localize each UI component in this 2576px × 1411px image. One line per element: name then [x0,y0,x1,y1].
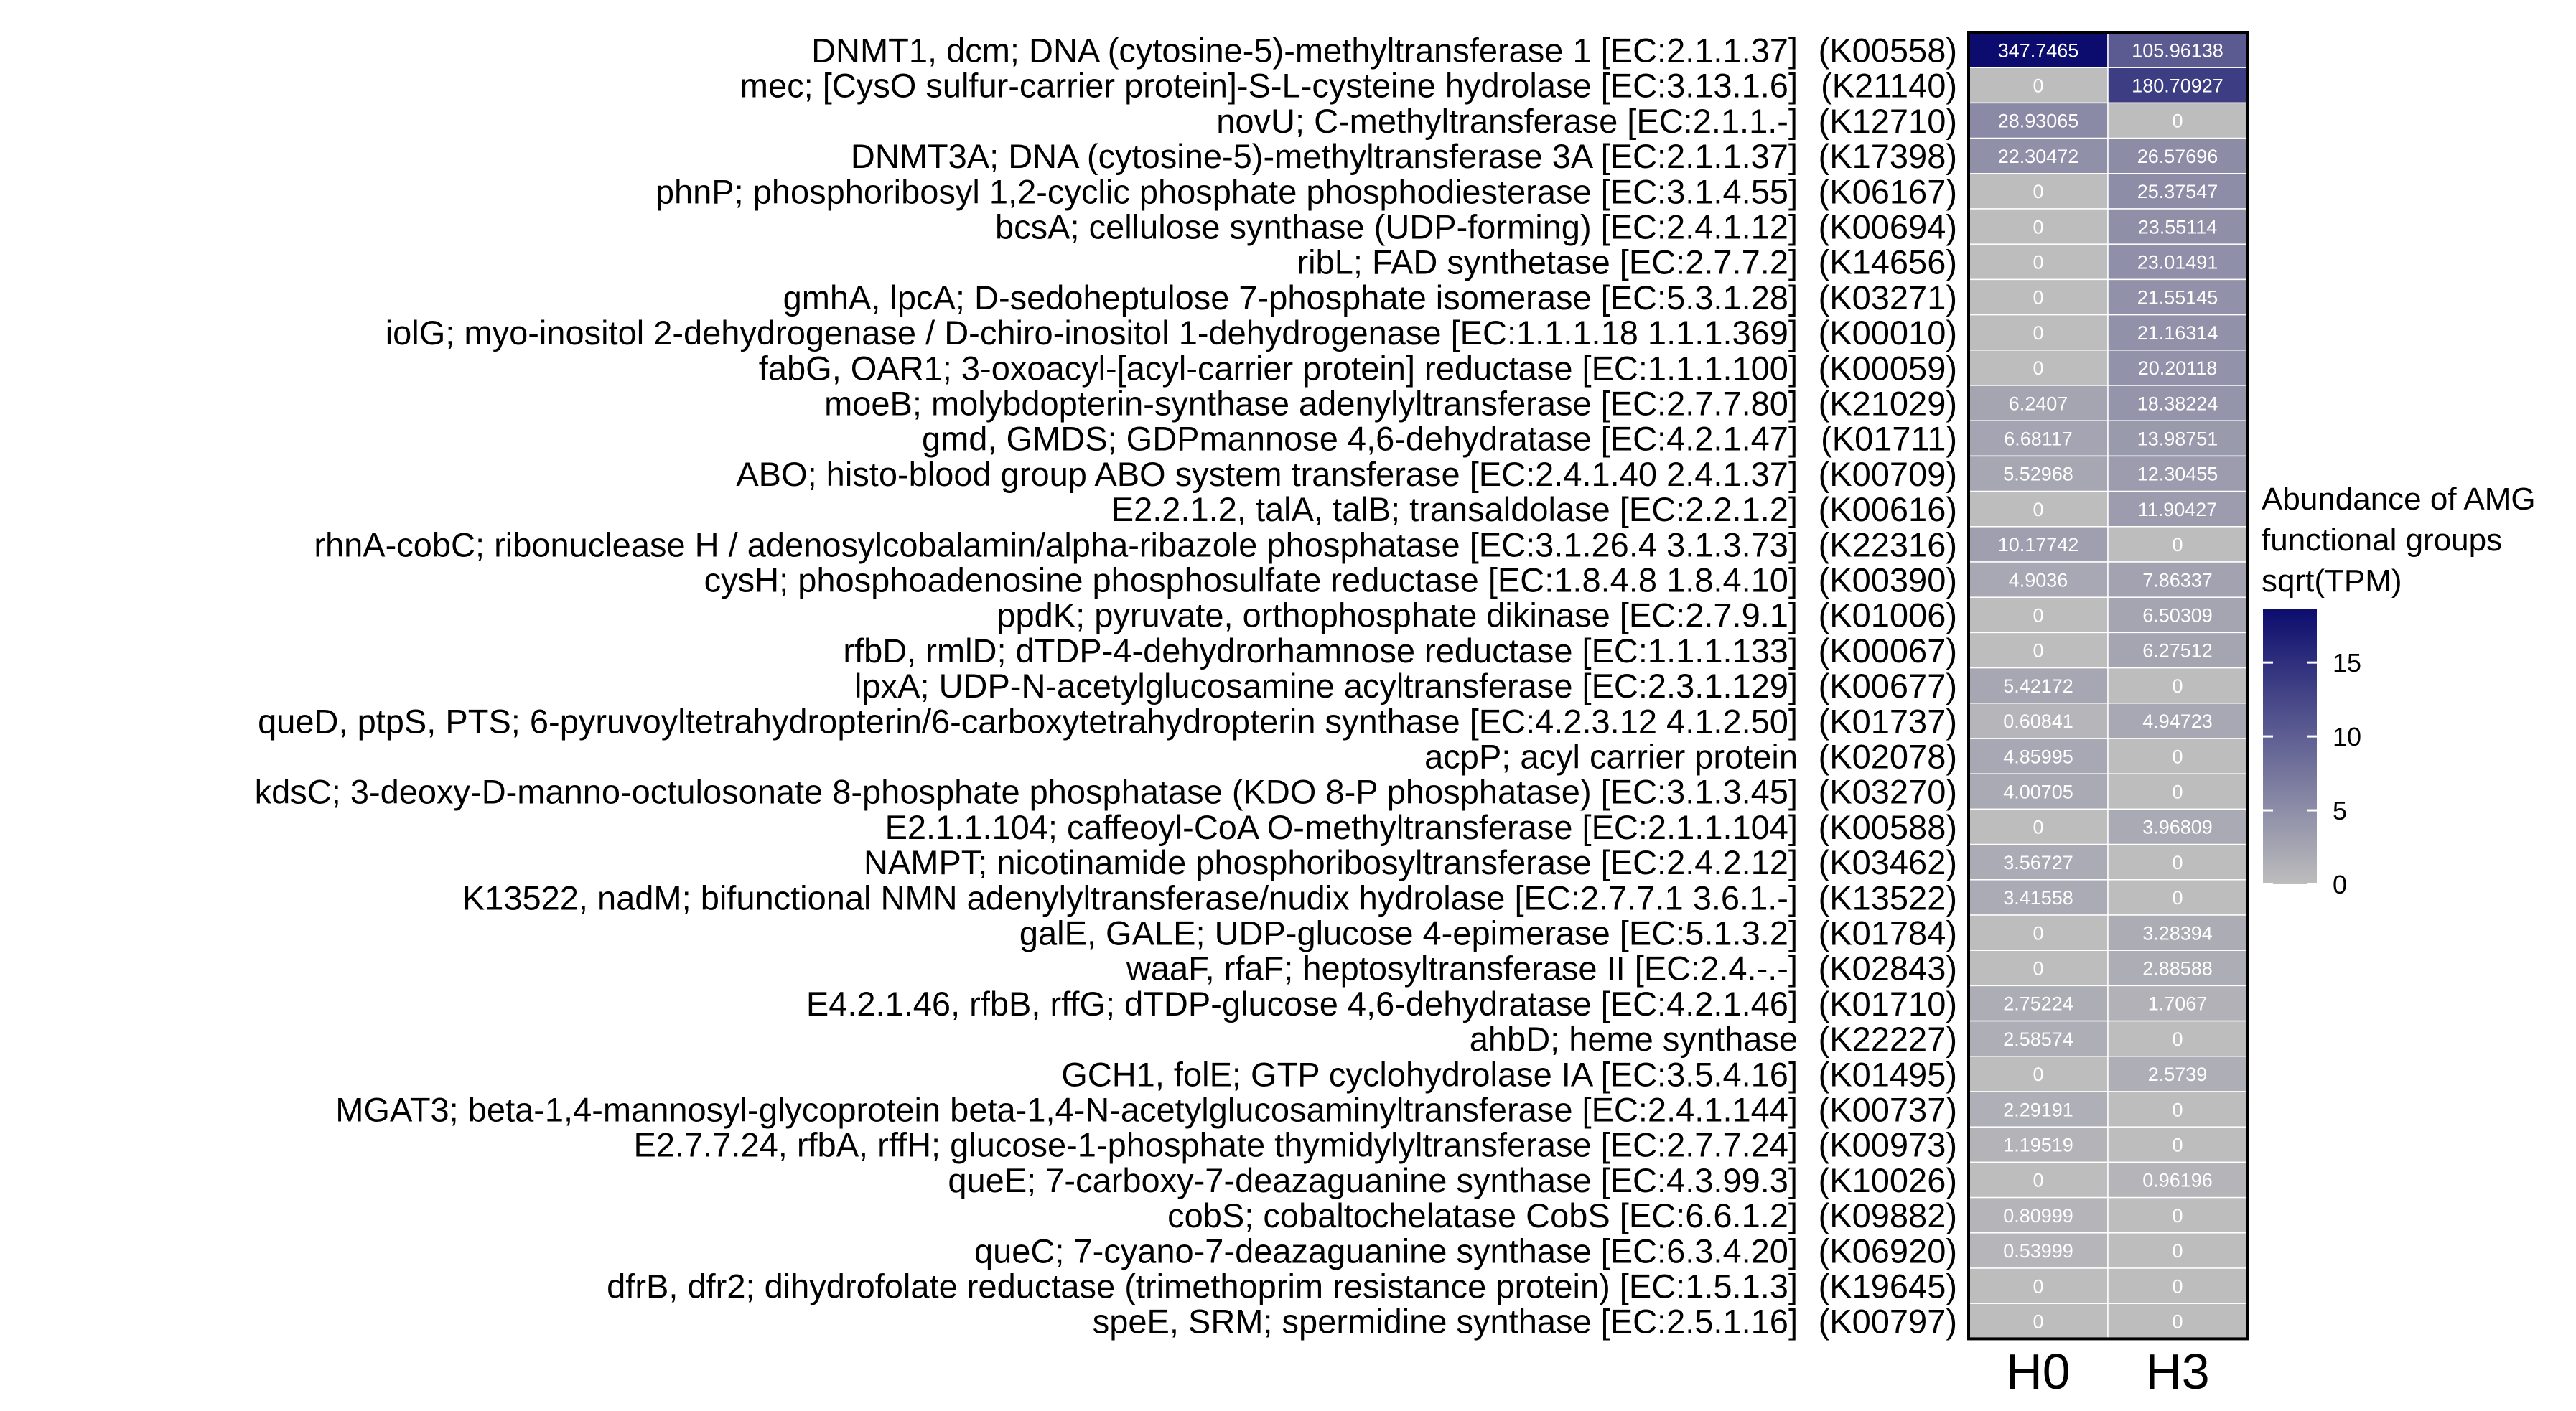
cell-value-label: 0 [2172,1240,2183,1262]
cell-value-label: 2.5739 [2147,1064,2208,1086]
cell-value-label: 0 [2033,181,2044,203]
cell-value-label: 0 [2033,251,2044,273]
cell-value-label: 0 [2172,110,2183,132]
row-label: cobS; cobaltochelatase CobS [EC:6.6.1.2] [1167,1196,1798,1235]
row-ko-id: (K01784) [1818,914,1957,952]
row-ko-id: (K00010) [1818,314,1957,352]
cell-value-label: 2.58574 [2003,1028,2073,1050]
cell-value-label: 0 [2033,216,2044,238]
cell-value-label: 0 [2033,957,2044,980]
row-ko-id: (K01710) [1818,984,1957,1023]
cell-value-label: 6.68117 [2004,428,2073,450]
row-ko-id: (K13522) [1818,878,1957,917]
cell-value-label: 4.00705 [2003,781,2073,803]
cell-value-label: 28.93065 [1997,110,2079,132]
cell-value-label: 180.70927 [2132,75,2223,97]
row-ko-id: (K03270) [1818,772,1957,811]
cell-value-label: 0 [2033,357,2044,380]
row-ko-id: (K14656) [1818,243,1957,281]
row-label: fabG, OAR1; 3-oxoacyl-[acyl-carrier protein] reductase [EC:1.1.1.100] [758,349,1798,388]
cell-value-label: 0 [2172,1099,2183,1121]
row-ko-id: (K00737) [1818,1090,1957,1129]
column-label: H0 [2006,1344,2071,1400]
cell-value-label: 26.57696 [2137,145,2218,167]
cell-value-label: 23.01491 [2137,251,2218,273]
row-ko-id: (K00973) [1818,1125,1957,1164]
row-label: gmd, GMDS; GDPmannose 4,6-dehydratase [EC:4.2.1.47] [922,419,1798,458]
cell-value-label: 0 [2172,1275,2183,1298]
heatmap-cells [1969,32,2247,1339]
cell-value-label: 12.30455 [2137,463,2218,485]
row-label: gmhA, lpcA; D-sedoheptulose 7-phosphate isomerase [EC:5.3.1.28] [783,278,1798,317]
cell-value-label: 11.90427 [2137,498,2218,520]
row-label: cysH; phosphoadenosine phosphosulfate reductase [EC:1.8.4.8 1.8.4.10] [704,561,1798,599]
row-ko-id: (K12710) [1818,101,1957,140]
row-label: moeB; molybdopterin-synthase adenylyltransferase [EC:2.7.7.80] [824,384,1798,423]
legend-title-line: functional groups [2262,522,2503,558]
row-ko-id: (K03462) [1818,843,1957,882]
row-label: K13522, nadM; bifunctional NMN adenylyltransferase/nudix hydrolase [EC:2.7.7.1 3.6.1.-] [462,878,1798,917]
row-label: NAMPT; nicotinamide phosphoribosyltransferase [EC:2.4.2.12] [864,843,1798,882]
cell-value-label: 3.28394 [2142,922,2213,944]
cell-value-label: 10.17742 [1997,534,2079,556]
row-label: queC; 7-cyano-7-deazaguanine synthase [EC:6.3.4.20] [974,1232,1798,1270]
row-label: queD, ptpS, PTS; 6-pyruvoyltetrahydropterin/6-carboxytetrahydropterin synthase [EC:4.2.3.12 4.1.2.50] [258,702,1798,741]
cell-value-label: 0 [2033,604,2044,627]
row-ko-id: (K00059) [1818,349,1957,388]
cell-value-label: 0 [2172,1311,2183,1333]
row-label: rhnA-cobC; ribonuclease H / adenosylcobalamin/alpha-ribazole phosphatase [EC:3.1.26.4 3.1.3.73] [314,525,1798,564]
cell-value-label: 3.96809 [2142,816,2213,838]
cell-value-label: 0 [2033,639,2044,662]
cell-value-label: 0 [2172,675,2183,697]
row-ko-id: (K22316) [1818,525,1957,564]
cell-value-label: 0 [2033,75,2044,97]
row-ko-id: (K02843) [1818,949,1957,988]
row-ko-id: (K22227) [1818,1020,1957,1059]
cell-value-label: 2.88588 [2142,957,2213,980]
cell-value-label: 25.37547 [2137,181,2218,203]
row-label: waaF, rfaF; heptosyltransferase II [EC:2.4.-.-] [1126,949,1798,988]
cell-value-label: 13.98751 [2137,428,2218,450]
cell-value-label: 0 [2033,816,2044,838]
column-label: H3 [2145,1344,2210,1400]
cell-value-label: 5.52968 [2003,463,2073,485]
row-ko-id: (K03271) [1818,278,1957,317]
row-label: queE; 7-carboxy-7-deazaguanine synthase [EC:4.3.99.3] [948,1161,1798,1199]
row-ko-id: (K19645) [1818,1267,1957,1305]
row-label: ahbD; heme synthase [1469,1020,1798,1059]
cell-value-label: 0 [2172,851,2183,873]
cell-value-label: 1.7067 [2147,993,2208,1015]
cell-value-label: 0 [2033,498,2044,520]
legend-tick-label: 5 [2333,796,2348,826]
cell-value-label: 0 [2172,534,2183,556]
cell-value-label: 0 [2033,1311,2044,1333]
row-label: speE, SRM; spermidine synthase [EC:2.5.1.16] [1092,1302,1798,1341]
cell-value-label: 0 [2172,887,2183,909]
cell-value-label: 21.55145 [2137,286,2218,309]
row-label: kdsC; 3-deoxy-D-manno-octulosonate 8-phosphate phosphatase (KDO 8-P phosphatase) [EC:3.1.3.45] [254,772,1798,811]
cell-value-label: 0 [2033,1275,2044,1298]
row-ko-id: (K21140) [1821,66,1957,105]
legend-tick-label: 15 [2333,648,2362,678]
row-label: iolG; myo-inositol 2-dehydrogenase / D-chiro-inositol 1-dehydrogenase [EC:1.1.1.18 1.1.1.369] [385,314,1798,352]
cell-value-label: 2.29191 [2003,1099,2073,1121]
row-label: E4.2.1.46, rfbB, rffG; dTDP-glucose 4,6-dehydratase [EC:4.2.1.46] [806,984,1798,1023]
cell-value-label: 0 [2033,1169,2044,1191]
cell-value-label: 21.16314 [2137,322,2218,344]
row-ko-id: (K00067) [1818,631,1957,670]
cell-value-label: 0 [2172,781,2183,803]
row-label: lpxA; UDP-N-acetylglucosamine acyltransferase [EC:2.3.1.129] [854,667,1798,706]
cell-value-label: 4.94723 [2142,711,2213,733]
cell-value-label: 20.20118 [2137,357,2218,380]
legend-colorbar [2263,609,2317,884]
row-labels [255,32,1957,1341]
row-ko-id: (K00694) [1818,207,1957,246]
cell-value-label: 4.9036 [2008,569,2068,591]
row-label: GCH1, folE; GTP cyclohydrolase IA [EC:3.5.4.16] [1061,1055,1798,1094]
cell-value-label: 0 [2033,286,2044,309]
cell-value-label: 0 [2172,1204,2183,1227]
cell-value-label: 2.75224 [2003,993,2073,1015]
cell-value-label: 4.85995 [2003,746,2073,768]
row-label: rfbD, rmlD; dTDP-4-dehydrorhamnose reductase [EC:1.1.1.133] [843,631,1798,670]
cell-value-label: 7.86337 [2142,569,2213,591]
cell-value-label: 23.55114 [2137,216,2218,238]
row-label: ppdK; pyruvate, orthophosphate dikinase [EC:2.7.9.1] [997,596,1798,634]
cell-value-label: 0.53999 [2003,1240,2073,1262]
cell-value-label: 0 [2033,322,2044,344]
cell-value-label: 0 [2172,746,2183,768]
cell-value-label: 22.30472 [1997,145,2079,167]
cell-value-label: 0 [2172,1028,2183,1050]
cell-value-label: 6.50309 [2142,604,2213,627]
cell-value-label: 5.42172 [2003,675,2073,697]
cell-value-label: 1.19519 [2003,1134,2073,1156]
legend-tick-label: 0 [2333,870,2348,899]
cell-value-label: 0.80999 [2003,1204,2073,1227]
row-ko-id: (K00588) [1818,807,1957,846]
row-label: galE, GALE; UDP-glucose 4-epimerase [EC:5.1.3.2] [1019,914,1798,952]
row-label: DNMT1, dcm; DNA (cytosine-5)-methyltransferase 1 [EC:2.1.1.37] [811,31,1798,70]
row-ko-id: (K02078) [1818,737,1957,776]
cell-value-label: 347.7465 [1997,39,2079,62]
row-label: novU; C-methyltransferase [EC:2.1.1.-] [1216,101,1798,140]
cell-value-label: 0.96196 [2142,1169,2213,1191]
row-ko-id: (K00677) [1818,667,1957,706]
row-label: acpP; acyl carrier protein [1424,737,1798,776]
row-label: ABO; histo-blood group ABO system transferase [EC:2.4.1.40 2.4.1.37] [736,454,1798,493]
row-label: E2.2.1.2, talA, talB; transaldolase [EC:2.2.1.2] [1111,490,1798,529]
cell-value-label: 6.2407 [2008,393,2068,415]
legend-title-line: sqrt(TPM) [2262,563,2402,599]
row-label: E2.1.1.104; caffeoyl-CoA O-methyltransferase [EC:2.1.1.104] [885,807,1798,846]
row-ko-id: (K00390) [1818,561,1957,599]
cell-value-label: 0 [2033,922,2044,944]
row-label: phnP; phosphoribosyl 1,2-cyclic phosphate phosphodiesterase [EC:3.1.4.55] [655,172,1798,211]
row-label: ribL; FAD synthetase [EC:2.7.7.2] [1297,243,1798,281]
row-ko-id: (K01737) [1818,702,1957,741]
legend-tick-label: 10 [2333,722,2362,752]
color-legend [2262,482,2536,899]
cell-value-label: 0 [2033,1064,2044,1086]
row-ko-id: (K09882) [1818,1196,1957,1235]
row-label: MGAT3; beta-1,4-mannosyl-glycoprotein beta-1,4-N-acetylglucosaminyltransferase [EC:2.4.1.144] [335,1090,1798,1129]
cell-value-label: 3.41558 [2003,887,2073,909]
row-ko-id: (K01006) [1818,596,1957,634]
row-label: mec; [CysO sulfur-carrier protein]-S-L-cysteine hydrolase [EC:3.13.1.6] [739,66,1798,105]
row-ko-id: (K10026) [1818,1161,1957,1199]
row-label: dfrB, dfr2; dihydrofolate reductase (trimethoprim resistance protein) [EC:1.5.1.3] [607,1267,1798,1305]
row-ko-id: (K17398) [1818,137,1957,176]
cell-value-label: 0 [2172,1134,2183,1156]
row-label: DNMT3A; DNA (cytosine-5)-methyltransferase 3A [EC:2.1.1.37] [850,137,1798,176]
row-ko-id: (K00558) [1818,31,1957,70]
row-ko-id: (K06167) [1818,172,1957,211]
row-ko-id: (K00709) [1818,454,1957,493]
cell-value-label: 18.38224 [2137,393,2218,415]
row-ko-id: (K01495) [1818,1055,1957,1094]
cell-value-label: 6.27512 [2142,639,2213,662]
row-label: bcsA; cellulose synthase (UDP-forming) [EC:2.4.1.12] [994,207,1798,246]
cell-value-label: 105.96138 [2132,39,2223,62]
legend-title-line: Abundance of AMG [2262,482,2536,517]
row-ko-id: (K21029) [1818,384,1957,423]
row-ko-id: (K06920) [1818,1232,1957,1270]
cell-value-label: 3.56727 [2003,851,2073,873]
row-label: E2.7.7.24, rfbA, rffH; glucose-1-phosphate thymidylyltransferase [EC:2.7.7.24] [633,1125,1798,1164]
cell-value-label: 0.60841 [2003,711,2073,733]
row-ko-id: (K00797) [1818,1302,1957,1341]
row-ko-id: (K01711) [1821,419,1957,458]
row-ko-id: (K00616) [1818,490,1957,529]
